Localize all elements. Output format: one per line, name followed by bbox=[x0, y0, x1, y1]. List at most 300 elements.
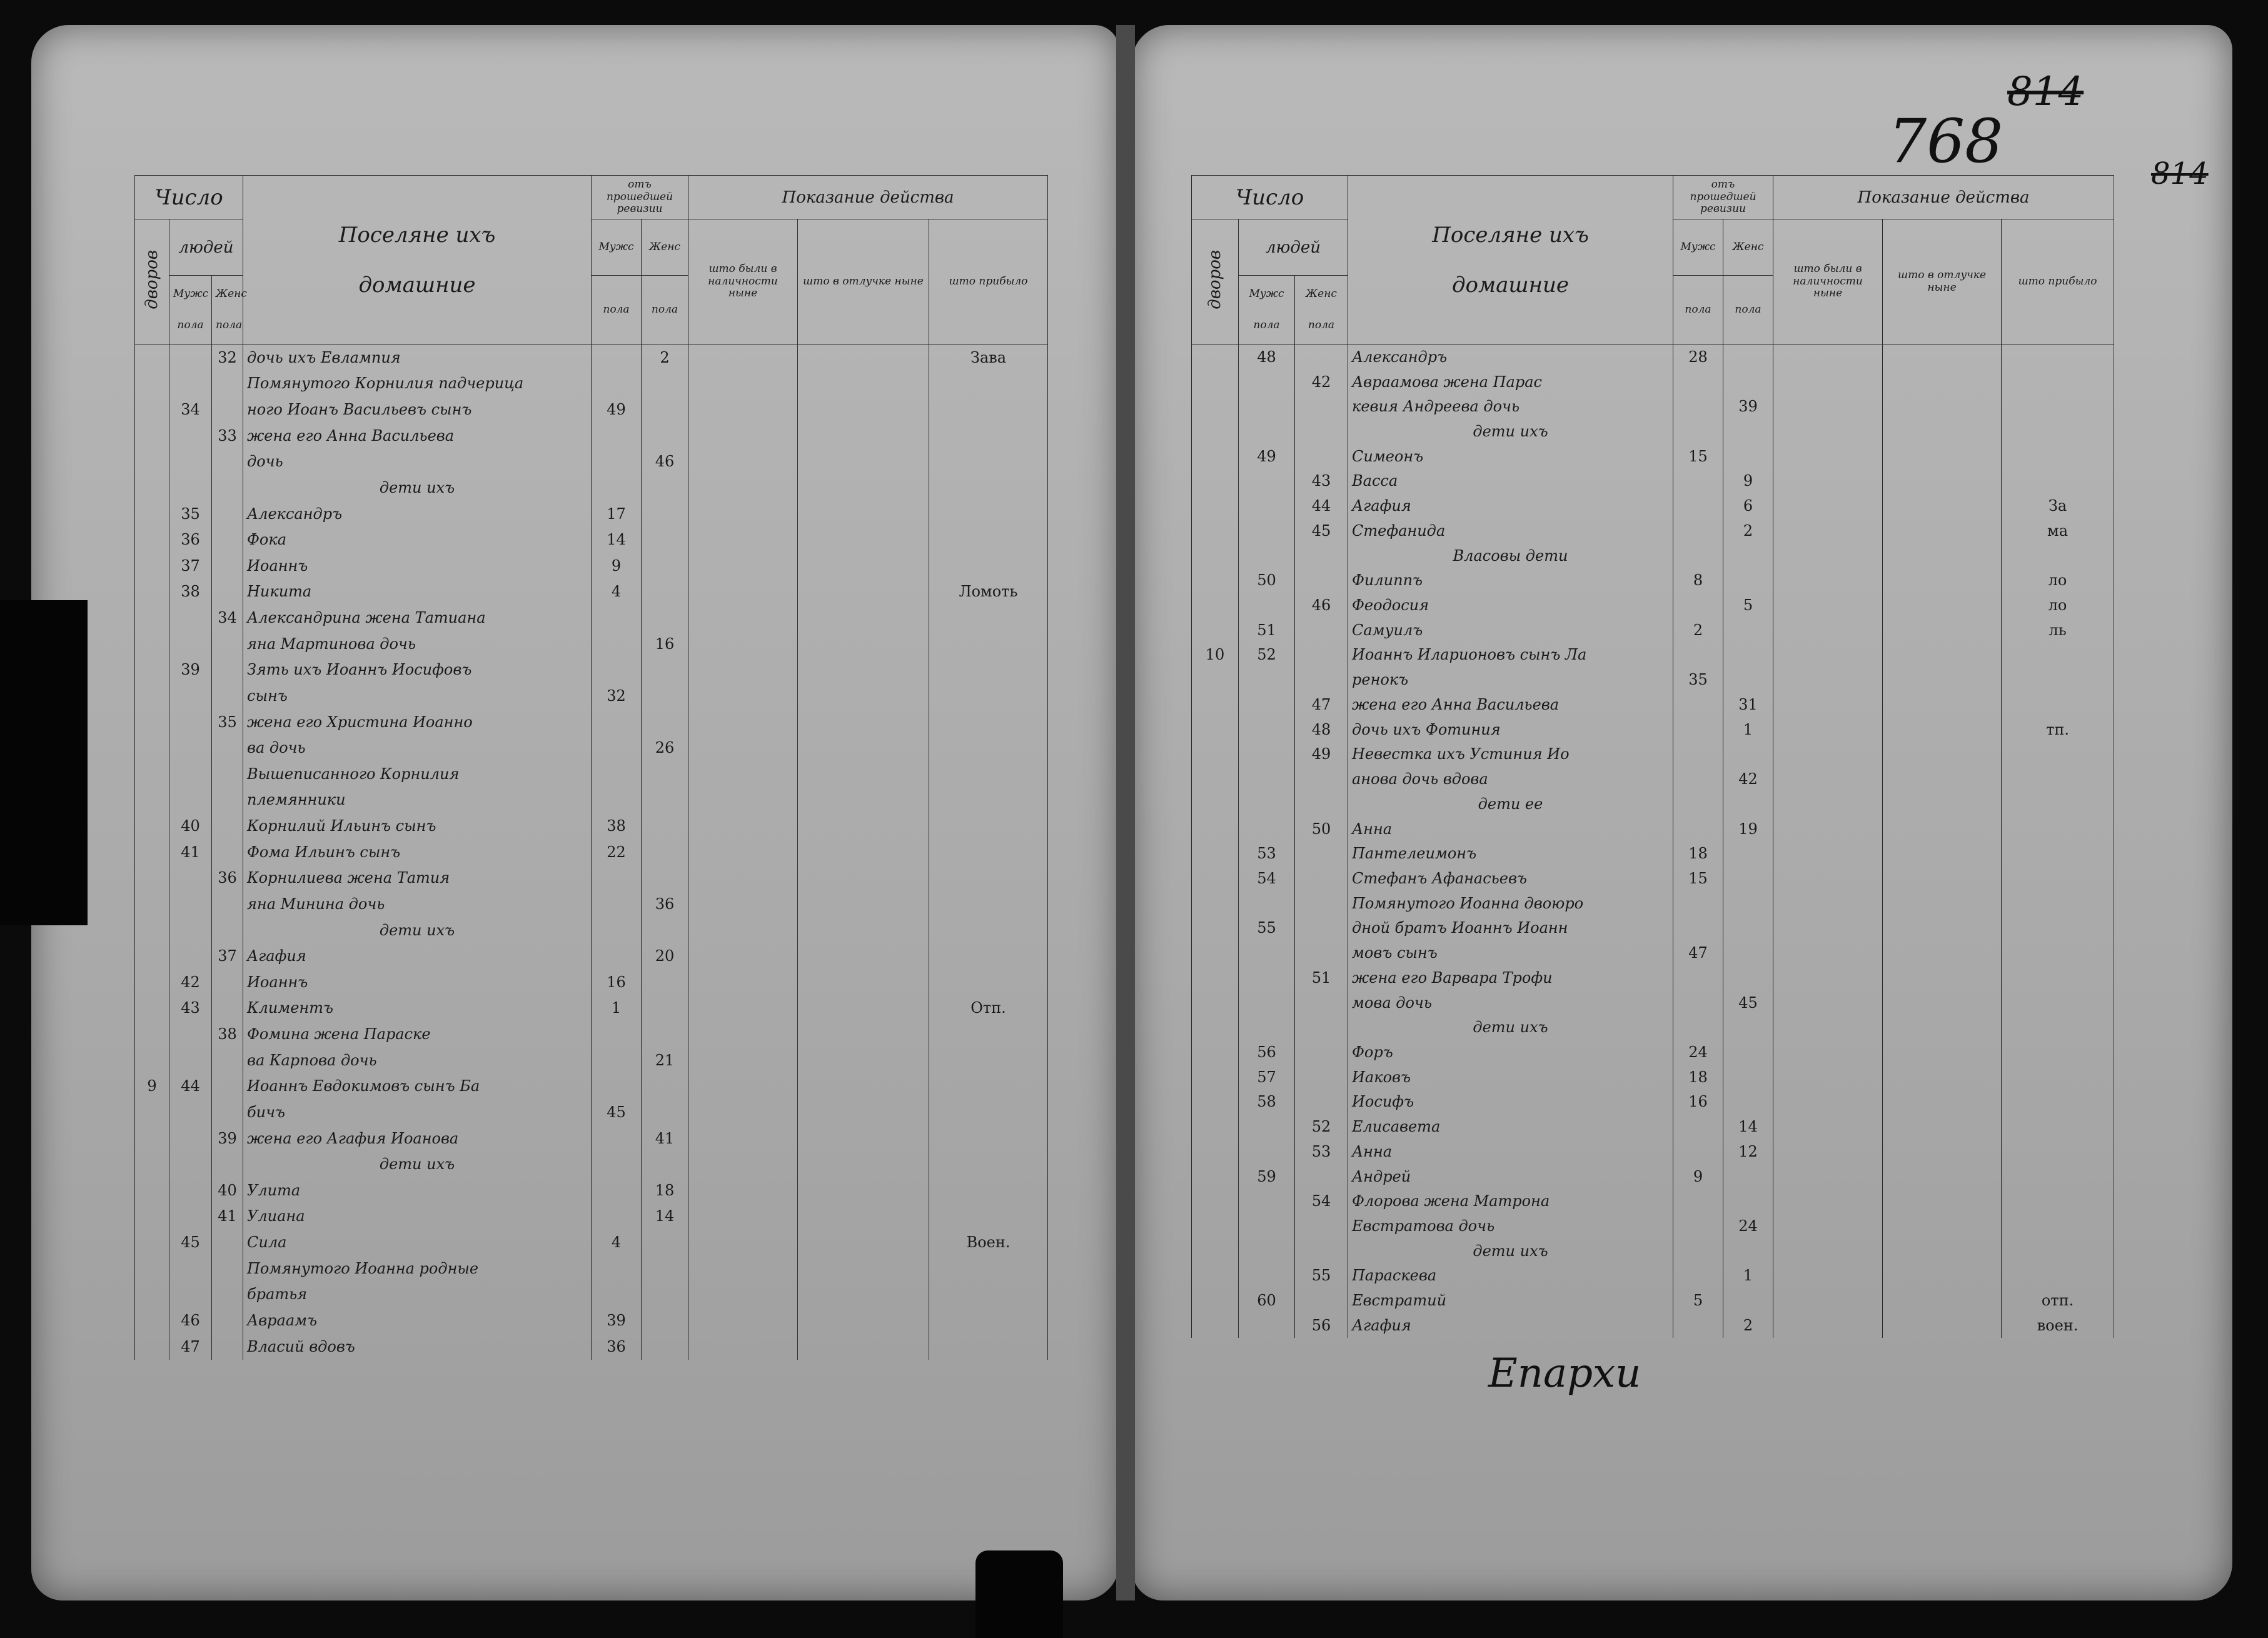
cell-present bbox=[1773, 1090, 1883, 1115]
cell-male-no bbox=[1239, 1114, 1295, 1139]
table-row bbox=[135, 579, 1048, 605]
table-row bbox=[1192, 990, 2114, 1015]
cell-dvor bbox=[1192, 1015, 1239, 1040]
cell-dvor bbox=[135, 943, 169, 969]
cell-female-age: 36 bbox=[642, 891, 688, 917]
cell-male-no bbox=[1239, 1188, 1295, 1213]
cell-note bbox=[929, 787, 1048, 813]
cell-absent bbox=[1883, 692, 2002, 717]
cell-female-age bbox=[1723, 1239, 1773, 1264]
cell-name: Помянутого Иоанна родные bbox=[243, 1255, 592, 1282]
table-row bbox=[1192, 493, 2114, 518]
cell-male-no: 58 bbox=[1239, 1090, 1295, 1115]
cell-name: анова дочь вдова bbox=[1348, 766, 1673, 791]
cell-female-no: 43 bbox=[1295, 469, 1348, 494]
cell-present bbox=[688, 865, 798, 892]
cell-female-no bbox=[1295, 916, 1348, 941]
cell-male-no bbox=[1239, 717, 1295, 742]
table-row bbox=[1192, 742, 2114, 767]
cell-male-age bbox=[592, 1047, 642, 1073]
cell-male-no bbox=[169, 1177, 212, 1203]
cell-dvor bbox=[1192, 1188, 1239, 1213]
cell-male-no bbox=[1239, 791, 1295, 816]
cell-male-age bbox=[1673, 643, 1723, 668]
table-row bbox=[135, 553, 1048, 579]
cell-present bbox=[688, 396, 798, 423]
cell-present bbox=[688, 969, 798, 995]
cell-male-age bbox=[1673, 419, 1723, 444]
cell-absent bbox=[798, 344, 929, 371]
cell-male-no bbox=[1239, 766, 1295, 791]
cell-absent bbox=[1883, 990, 2002, 1015]
cell-note bbox=[2002, 643, 2114, 668]
cell-male-age bbox=[1673, 1188, 1723, 1213]
cell-dvor bbox=[135, 1255, 169, 1282]
cell-female-age: 20 bbox=[642, 943, 688, 969]
cell-dvor bbox=[1192, 990, 1239, 1015]
cell-absent bbox=[1883, 940, 2002, 965]
cell-male-age bbox=[592, 423, 642, 449]
cell-name: Вышеписанного Корнилия bbox=[243, 761, 592, 787]
table-row bbox=[1192, 1139, 2114, 1164]
cell-name: дочь bbox=[243, 449, 592, 475]
cell-note: ло bbox=[2002, 568, 2114, 593]
cell-absent bbox=[1883, 866, 2002, 891]
cell-dvor bbox=[135, 526, 169, 553]
cell-dvor bbox=[1192, 866, 1239, 891]
cell-name: жена его Варвара Трофи bbox=[1348, 965, 1673, 990]
cell-present bbox=[1773, 766, 1883, 791]
cell-name: жена его Анна Васильева bbox=[243, 423, 592, 449]
cell-female-age: 21 bbox=[642, 1047, 688, 1073]
table-row bbox=[1192, 469, 2114, 494]
cell-male-age bbox=[1673, 891, 1723, 916]
table-row bbox=[135, 709, 1048, 735]
cell-female-no: 48 bbox=[1295, 717, 1348, 742]
cell-female-no: 46 bbox=[1295, 593, 1348, 618]
header-ot-proshedshey: отъ прошедшей ревизии bbox=[592, 176, 688, 219]
cell-name: братья bbox=[243, 1282, 592, 1308]
cell-female-no bbox=[1295, 667, 1348, 692]
cell-note: ма bbox=[2002, 518, 2114, 543]
table-row bbox=[135, 683, 1048, 709]
cell-present bbox=[1773, 469, 1883, 494]
cell-name: Пантелеимонъ bbox=[1348, 841, 1673, 866]
cell-female-age bbox=[642, 579, 688, 605]
cell-female-age: 2 bbox=[1723, 1313, 1773, 1338]
cell-present bbox=[688, 709, 798, 735]
cell-absent bbox=[1883, 518, 2002, 543]
cell-name: Филиппъ bbox=[1348, 568, 1673, 593]
cell-female-age: 6 bbox=[1723, 493, 1773, 518]
cell-name: ва Карпова дочь bbox=[243, 1047, 592, 1073]
cell-absent bbox=[1883, 643, 2002, 668]
cell-absent bbox=[1883, 1015, 2002, 1040]
right-table-body bbox=[1192, 344, 2114, 1339]
cell-male-age bbox=[1673, 518, 1723, 543]
cell-female-no bbox=[212, 579, 243, 605]
cell-female-age bbox=[1723, 543, 1773, 568]
cell-present bbox=[688, 683, 798, 709]
cell-male-no bbox=[1239, 1313, 1295, 1338]
cell-male-no: 37 bbox=[169, 553, 212, 579]
header-zhen: Женс пола bbox=[212, 276, 243, 344]
cell-male-no: 57 bbox=[1239, 1065, 1295, 1090]
table-row bbox=[1192, 791, 2114, 816]
cell-female-no: 40 bbox=[212, 1177, 243, 1203]
table-row bbox=[1192, 1164, 2114, 1189]
cell-dvor bbox=[1192, 568, 1239, 593]
cell-note bbox=[2002, 866, 2114, 891]
cell-dvor bbox=[1192, 1264, 1239, 1289]
table-row bbox=[135, 657, 1048, 683]
cell-male-age bbox=[1673, 990, 1723, 1015]
cell-note: воен. bbox=[2002, 1313, 2114, 1338]
cell-present bbox=[1773, 1065, 1883, 1090]
cell-name: жена его Христина Иоанно bbox=[243, 709, 592, 735]
table-row bbox=[135, 1334, 1048, 1360]
folio-number-struck: 814 bbox=[2007, 69, 2084, 115]
cell-present bbox=[688, 1282, 798, 1308]
cell-female-no: 45 bbox=[1295, 518, 1348, 543]
cell-male-age bbox=[1673, 543, 1723, 568]
cell-dvor bbox=[135, 1125, 169, 1152]
cell-male-no: 39 bbox=[169, 657, 212, 683]
cell-male-no bbox=[169, 631, 212, 657]
cell-name: Корнилиева жена Татия bbox=[243, 865, 592, 892]
cell-name: кевия Андреева дочь bbox=[1348, 394, 1673, 419]
cell-name: Фомина жена Параске bbox=[243, 1021, 592, 1047]
cell-male-age bbox=[1673, 965, 1723, 990]
cell-male-age bbox=[592, 1021, 642, 1047]
cell-male-no: 50 bbox=[1239, 568, 1295, 593]
cell-female-age bbox=[642, 995, 688, 1022]
cell-note bbox=[2002, 742, 2114, 767]
cell-dvor bbox=[1192, 1065, 1239, 1090]
table-row bbox=[135, 1203, 1048, 1230]
cell-female-age bbox=[642, 1282, 688, 1308]
cell-female-no bbox=[1295, 1015, 1348, 1040]
cell-dvor bbox=[135, 579, 169, 605]
cell-female-age: 5 bbox=[1723, 593, 1773, 618]
cell-name: жена его Агафия Иоанова bbox=[243, 1125, 592, 1152]
cell-name: мова дочь bbox=[1348, 990, 1673, 1015]
cell-dvor bbox=[1192, 717, 1239, 742]
table-row bbox=[135, 787, 1048, 813]
header-chislo: Число bbox=[135, 176, 243, 219]
left-table-body bbox=[135, 344, 1048, 1360]
cell-present bbox=[688, 449, 798, 475]
cell-male-no bbox=[1239, 816, 1295, 842]
cell-note bbox=[2002, 1139, 2114, 1164]
cell-male-no bbox=[1239, 692, 1295, 717]
cell-dvor bbox=[135, 631, 169, 657]
cell-name: Александръ bbox=[1348, 344, 1673, 369]
cell-male-age: 36 bbox=[592, 1334, 642, 1360]
cell-absent bbox=[1883, 766, 2002, 791]
header-muzh: Мужс пола bbox=[169, 276, 212, 344]
cell-female-age: 39 bbox=[1723, 394, 1773, 419]
cell-note bbox=[2002, 1090, 2114, 1115]
cell-present bbox=[688, 1177, 798, 1203]
cell-male-age bbox=[592, 709, 642, 735]
cell-female-no: 50 bbox=[1295, 816, 1348, 842]
table-row bbox=[1192, 1015, 2114, 1040]
cell-male-age: 24 bbox=[1673, 1040, 1723, 1065]
cell-absent bbox=[1883, 493, 2002, 518]
cell-male-age bbox=[1673, 791, 1723, 816]
cell-present bbox=[688, 631, 798, 657]
cell-present bbox=[688, 1047, 798, 1073]
cell-male-age bbox=[592, 1125, 642, 1152]
table-row bbox=[1192, 1114, 2114, 1139]
cell-note bbox=[929, 683, 1048, 709]
cell-male-age bbox=[592, 605, 642, 631]
cell-present bbox=[688, 579, 798, 605]
cell-dvor bbox=[1192, 816, 1239, 842]
cell-present bbox=[1773, 518, 1883, 543]
cell-dvor bbox=[135, 709, 169, 735]
cell-male-age bbox=[592, 344, 642, 371]
cell-absent bbox=[1883, 1188, 2002, 1213]
cell-dvor bbox=[135, 761, 169, 787]
cell-dvor bbox=[135, 735, 169, 761]
cell-dvor bbox=[135, 501, 169, 527]
header-pola-f: пола bbox=[1723, 276, 1773, 344]
cell-absent bbox=[798, 1307, 929, 1334]
table-row bbox=[135, 344, 1048, 371]
cell-note: За bbox=[2002, 493, 2114, 518]
table-row bbox=[1192, 1090, 2114, 1115]
cell-male-age: 47 bbox=[1673, 940, 1723, 965]
cell-note bbox=[2002, 1065, 2114, 1090]
cell-present bbox=[688, 1125, 798, 1152]
cell-name: дети ихъ bbox=[243, 475, 592, 501]
cell-absent bbox=[1883, 568, 2002, 593]
cell-male-no bbox=[169, 865, 212, 892]
cell-female-age bbox=[642, 371, 688, 397]
cell-absent bbox=[798, 1282, 929, 1308]
cell-female-no bbox=[212, 683, 243, 709]
cell-male-no: 35 bbox=[169, 501, 212, 527]
header-col-b: што в отлучке ныне bbox=[1883, 219, 2002, 344]
cell-female-age bbox=[642, 1151, 688, 1177]
cell-present bbox=[1773, 1264, 1883, 1289]
cell-name: дети ихъ bbox=[1348, 419, 1673, 444]
cell-male-age bbox=[592, 891, 642, 917]
cell-male-no: 34 bbox=[169, 396, 212, 423]
cell-male-no: 55 bbox=[1239, 916, 1295, 941]
header-pokazanie: Показание действа bbox=[1773, 176, 2114, 219]
cell-present bbox=[1773, 1139, 1883, 1164]
cell-note bbox=[929, 865, 1048, 892]
cell-female-age bbox=[642, 865, 688, 892]
cell-absent bbox=[1883, 593, 2002, 618]
cell-name: дети ее bbox=[1348, 791, 1673, 816]
cell-note: Ломоть bbox=[929, 579, 1048, 605]
cell-female-age bbox=[642, 553, 688, 579]
cell-dvor bbox=[1192, 394, 1239, 419]
cell-female-age bbox=[1723, 618, 1773, 643]
cell-absent bbox=[798, 1334, 929, 1360]
cell-dvor: 10 bbox=[1192, 643, 1239, 668]
cell-name: Сила bbox=[243, 1229, 592, 1255]
cell-note bbox=[2002, 1188, 2114, 1213]
cell-male-age bbox=[1673, 369, 1723, 394]
cell-male-no bbox=[1239, 419, 1295, 444]
cell-present bbox=[688, 553, 798, 579]
cell-note: Зава bbox=[929, 344, 1048, 371]
cell-female-age bbox=[1723, 344, 1773, 369]
table-row bbox=[135, 839, 1048, 865]
cell-name: дной братъ Иоаннъ Иоанн bbox=[1348, 916, 1673, 941]
cell-present bbox=[1773, 940, 1883, 965]
cell-present bbox=[1773, 816, 1883, 842]
cell-present bbox=[688, 917, 798, 943]
cell-note: ло bbox=[2002, 593, 2114, 618]
cell-absent bbox=[798, 449, 929, 475]
cell-female-age: 14 bbox=[1723, 1114, 1773, 1139]
cell-dvor bbox=[135, 1151, 169, 1177]
cell-present bbox=[1773, 369, 1883, 394]
cell-dvor bbox=[1192, 1164, 1239, 1189]
cell-female-no bbox=[212, 396, 243, 423]
cell-dvor bbox=[135, 553, 169, 579]
cell-absent bbox=[798, 839, 929, 865]
header-muzh: Мужс пола bbox=[1239, 276, 1295, 344]
cell-male-age bbox=[1673, 1213, 1723, 1239]
cell-male-no bbox=[1239, 1213, 1295, 1239]
cell-female-no bbox=[212, 891, 243, 917]
cell-note bbox=[2002, 940, 2114, 965]
table-row bbox=[135, 1307, 1048, 1334]
cell-male-no bbox=[1239, 493, 1295, 518]
cell-male-age: 8 bbox=[1673, 568, 1723, 593]
cell-male-age bbox=[1673, 394, 1723, 419]
cell-name: Анна bbox=[1348, 816, 1673, 842]
cell-male-age: 49 bbox=[592, 396, 642, 423]
cell-female-age: 1 bbox=[1723, 717, 1773, 742]
cell-absent bbox=[798, 1125, 929, 1152]
cell-male-no bbox=[169, 449, 212, 475]
cell-female-no bbox=[212, 1307, 243, 1334]
cell-name: Анна bbox=[1348, 1139, 1673, 1164]
cell-male-age bbox=[1673, 1114, 1723, 1139]
cell-female-age: 46 bbox=[642, 449, 688, 475]
cell-absent bbox=[1883, 667, 2002, 692]
cell-male-no: 47 bbox=[169, 1334, 212, 1360]
signature: Епархи bbox=[1488, 1350, 1641, 1397]
cell-name: Феодосия bbox=[1348, 593, 1673, 618]
cell-female-age bbox=[1723, 1040, 1773, 1065]
cell-male-no: 56 bbox=[1239, 1040, 1295, 1065]
cell-absent bbox=[798, 605, 929, 631]
cell-note bbox=[2002, 419, 2114, 444]
cell-dvor bbox=[1192, 518, 1239, 543]
cell-male-age: 28 bbox=[1673, 344, 1723, 369]
cell-present bbox=[1773, 916, 1883, 941]
cell-female-no: 47 bbox=[1295, 692, 1348, 717]
table-row bbox=[135, 631, 1048, 657]
cell-note bbox=[929, 943, 1048, 969]
cell-dvor bbox=[135, 787, 169, 813]
cell-note bbox=[929, 371, 1048, 397]
cell-present bbox=[688, 526, 798, 553]
cell-male-age bbox=[1673, 816, 1723, 842]
cell-absent bbox=[798, 1021, 929, 1047]
cell-dvor bbox=[1192, 791, 1239, 816]
cell-female-age: 16 bbox=[642, 631, 688, 657]
cell-present bbox=[1773, 667, 1883, 692]
table-row bbox=[135, 943, 1048, 969]
cell-name: Симеонъ bbox=[1348, 444, 1673, 469]
cell-female-age: 2 bbox=[1723, 518, 1773, 543]
cell-absent bbox=[798, 865, 929, 892]
cell-present bbox=[688, 657, 798, 683]
cell-absent bbox=[798, 995, 929, 1022]
header-domashnie: домашние bbox=[1451, 272, 1570, 298]
cell-present bbox=[1773, 1164, 1883, 1189]
cell-male-age bbox=[592, 1073, 642, 1100]
cell-female-no bbox=[1295, 1065, 1348, 1090]
cell-male-no bbox=[1239, 369, 1295, 394]
cell-absent bbox=[798, 969, 929, 995]
cell-present bbox=[1773, 692, 1883, 717]
cell-absent bbox=[1883, 618, 2002, 643]
cell-female-age bbox=[1723, 1015, 1773, 1040]
cell-present bbox=[1773, 643, 1883, 668]
cell-female-no bbox=[212, 813, 243, 839]
cell-male-age: 4 bbox=[592, 1229, 642, 1255]
cell-note bbox=[2002, 1213, 2114, 1239]
cell-absent bbox=[1883, 965, 2002, 990]
cell-note bbox=[929, 475, 1048, 501]
cell-male-age: 15 bbox=[1673, 444, 1723, 469]
cell-dvor bbox=[135, 449, 169, 475]
cell-present bbox=[1773, 1188, 1883, 1213]
cell-male-no: 46 bbox=[169, 1307, 212, 1334]
cell-present bbox=[1773, 1114, 1883, 1139]
table-row bbox=[1192, 543, 2114, 568]
cell-male-no bbox=[169, 1099, 212, 1125]
cell-name: Корнилий Ильинъ сынъ bbox=[243, 813, 592, 839]
cell-note bbox=[929, 917, 1048, 943]
header-ot-proshedshey: отъ прошедшей ревизии bbox=[1673, 176, 1773, 219]
cell-male-age: 16 bbox=[592, 969, 642, 995]
cell-male-no bbox=[1239, 1239, 1295, 1264]
cell-absent bbox=[798, 813, 929, 839]
cell-name: Иоаннъ bbox=[243, 969, 592, 995]
cell-dvor bbox=[1192, 916, 1239, 941]
cell-female-age bbox=[642, 761, 688, 787]
cell-dvor bbox=[1192, 344, 1239, 369]
cell-dvor bbox=[1192, 1040, 1239, 1065]
header-pola-f: пола bbox=[642, 276, 688, 344]
cell-female-age bbox=[642, 787, 688, 813]
cell-female-age bbox=[1723, 791, 1773, 816]
header-lyudey: людей bbox=[1239, 219, 1348, 276]
cell-dvor bbox=[1192, 667, 1239, 692]
cell-absent bbox=[798, 423, 929, 449]
cell-present bbox=[688, 1021, 798, 1047]
cell-note bbox=[2002, 444, 2114, 469]
cell-dvor bbox=[1192, 940, 1239, 965]
cell-male-no bbox=[169, 1151, 212, 1177]
cell-dvor bbox=[1192, 469, 1239, 494]
cell-male-age bbox=[592, 631, 642, 657]
cell-female-no bbox=[1295, 394, 1348, 419]
table-row bbox=[1192, 643, 2114, 668]
